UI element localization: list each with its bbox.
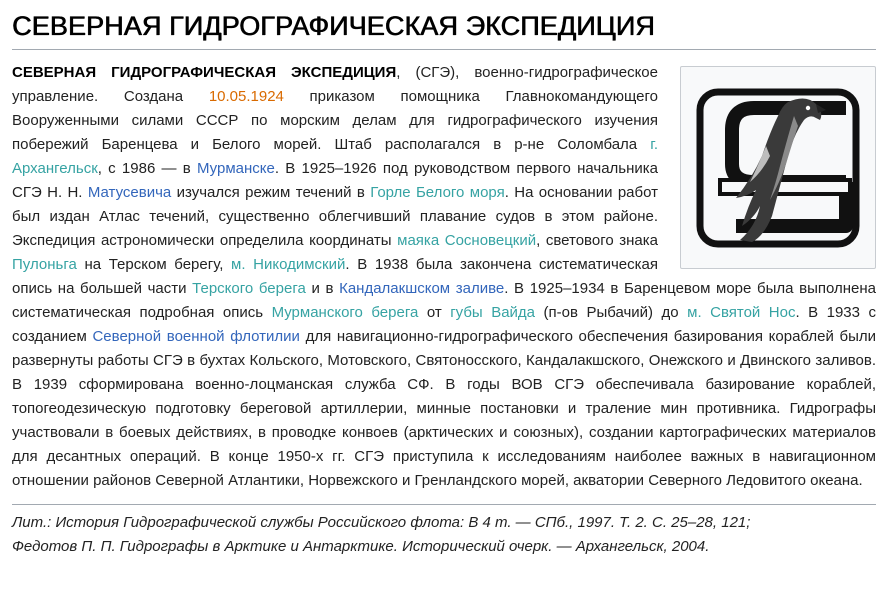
article-text-3: , с 1986 — в: [97, 160, 198, 177]
article-text-8: на Терском берегу,: [76, 256, 232, 273]
link-severnaya-flotiliya[interactable]: Северной военной флотилии: [92, 328, 300, 345]
link-gorlo-belogo-morya[interactable]: Горле Белого моря: [370, 184, 505, 201]
link-date-10-05-1924[interactable]: 10.05.1924: [208, 88, 284, 105]
link-tersky-bereg[interactable]: Терского берега: [192, 280, 306, 297]
article-text-7: , светового знака: [536, 232, 658, 249]
link-matusevich[interactable]: Матусевича: [87, 184, 172, 201]
link-pulonga[interactable]: Пулоньга: [12, 256, 77, 273]
reference-2: Федотов П. П. Гидрографы в Арктике и Антарктике. Исторический очерк. — Архангельск, 2004.: [12, 538, 710, 555]
article-text-1: , (СГЭ), военно-гидрографическое управление. Создана: [12, 64, 658, 105]
article-page: [12, 0, 876, 559]
article-text-11: . В 1925–1934 в Баренцевом море была выполнена систематическая подробная опись: [12, 280, 876, 321]
link-arkhangelsk[interactable]: г. Архангельск: [12, 136, 658, 177]
article-text-6: . На основании работ был издан Атлас течений, существенно облегчивший плавание судов в этом районе. Экспедиция астрономически определила координаты: [12, 184, 658, 249]
link-m-nikodimsky[interactable]: м. Никодимский: [231, 256, 346, 273]
link-murmansk[interactable]: Мурманске: [197, 160, 275, 177]
article-text-5: изучался режим течений в: [171, 184, 371, 201]
link-kandalaksha-zaliv[interactable]: Кандалакшском заливе: [339, 280, 505, 297]
link-mayak-sosnovetsky[interactable]: маяка Сосновецкий: [397, 232, 537, 249]
emblem-figure[interactable]: [680, 66, 876, 269]
article-text-4: . В 1925–1926 под руководством первого начальника СГЭ Н. Н.: [12, 160, 658, 201]
page-title: СЕВЕРНАЯ ГИДРОГРАФИЧЕСКАЯ ЭКСПЕДИЦИЯ: [12, 0, 876, 50]
article-text-10: и в: [305, 280, 340, 297]
link-murmansky-bereg[interactable]: Мурманского берега: [271, 304, 419, 321]
article-text-2: приказом помощника Главнокомандующего Вооруженными силами СССР по морским делам для гидрографического изучения побережий Баренцева и Белого морей. Штаб располагался в р-не Соломбала: [12, 88, 658, 153]
article-term: СЕВЕРНАЯ ГИДРОГРАФИЧЕСКАЯ ЭКСПЕДИЦИЯ: [12, 64, 397, 81]
article-text-12: от: [418, 304, 451, 321]
article-text-13: (п-ов Рыбачий) до: [535, 304, 688, 321]
article-text-15: для навигационно-гидрографического обеспечения базирования кораблей были развернуты работы СГЭ в бухтах Кольского, Мотовского, Святоносского, Кандалакшского, Онежского и Двинского заливов. В 1939 сформирована военно-лоцманская служба СФ. В годы ВОВ СГЭ обеспечивала базирование кораблей, топогеодезическую подготовку береговой артиллерии, минные постановки и траление мин противника. Гидрографы участвовали в боевых действиях, в проводке конвоев (арктических и союзных), создании картографических материалов для десантных операций. В конце 1950-х гг. СГЭ приступила к исследованиям наиболее важных в навигационном отношении районов Северной Атлантики, Норвежского и Гренландского морей, акватории Северного Ледовитого океана.: [12, 328, 876, 489]
article-text-9: . В 1938 была закончена систематическая опись на большей части: [12, 256, 658, 297]
article-text-14: . В 1933 с созданием: [12, 304, 876, 345]
link-m-svyatoy-nos[interactable]: м. Святой Нос: [687, 304, 796, 321]
link-guba-vaida[interactable]: губы Вайда: [450, 304, 536, 321]
falcon-emblem-icon: [696, 86, 860, 250]
reference-1: Лит.: История Гидрографической службы Российского флота: В 4 т. — СПб., 1997. Т. 2. С. 25–28, 121;: [12, 514, 751, 531]
article-body: [12, 61, 876, 493]
references: [12, 504, 876, 559]
